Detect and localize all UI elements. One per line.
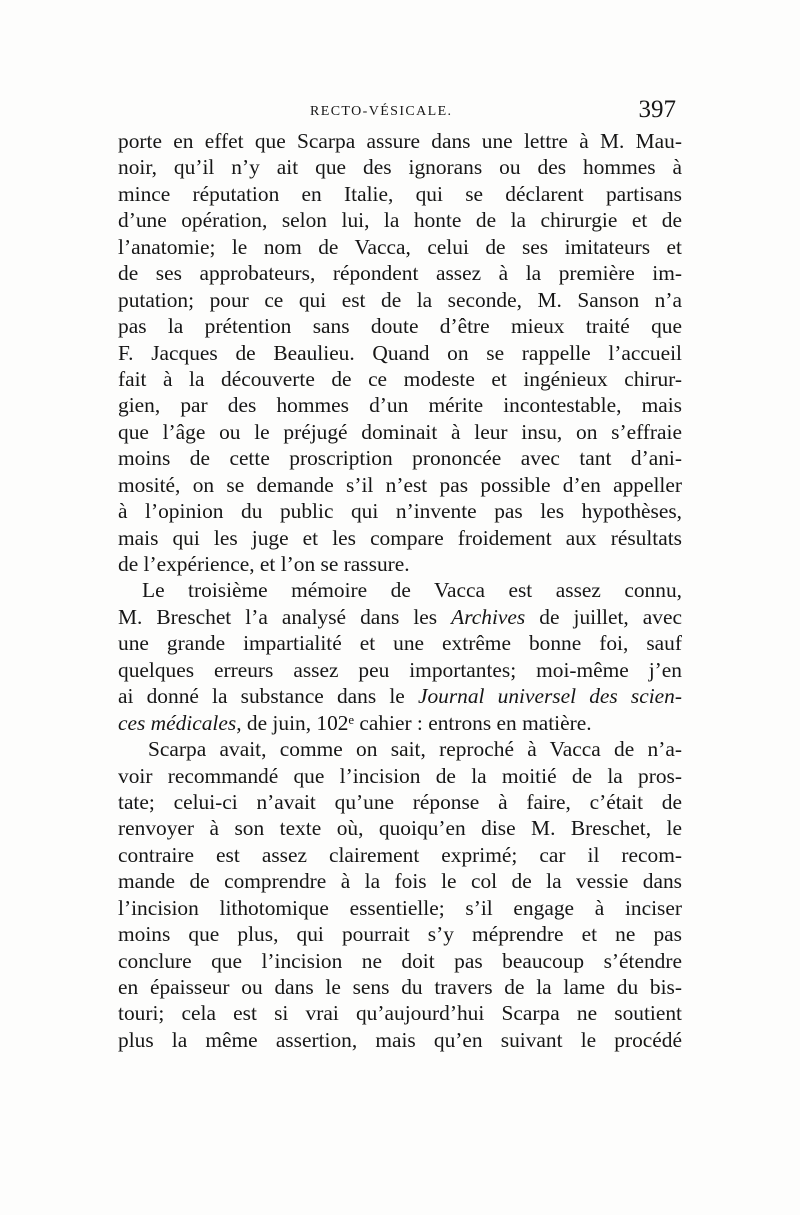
text-line: renvoyer à son texte où, quoiqu’en dise M. Breschet, le [118,816,682,841]
text-line: quelques erreurs assez peu importantes; moi-même j’en [118,657,682,682]
paragraph-start-line: Le troisième mémoire de Vacca est assez connu, [142,578,682,603]
text-line: mais qui les juge et les compare froidement aux résultats [118,525,682,550]
text-line: l’anatomie; le nom de Vacca, celui de ses imitateurs et [118,234,682,259]
italic-title-archives: Archives [451,604,526,629]
text-line: d’une opération, selon lui, la honte de la chirurgie et de [118,208,682,233]
text-line: porte en effet que Scarpa assure dans une lettre à M. Mau- [118,129,682,153]
text-line: que l’âge ou le préjugé dominait à leur insu, on s’effraie [118,419,682,444]
text-line: M. Breschet l’a analysé dans les Archives de juillet, avec [118,604,682,629]
italic-title-journal-cont: ces médicales [118,710,237,735]
text-line: de ses approbateurs, répondent assez à la première im- [118,261,682,286]
text-line: en épaisseur ou dans le sens du travers de la lame du bis- [118,975,682,999]
text-line: plus la même assertion, mais qu’en suivant le procédé [118,1027,682,1052]
text-line: gien, par des hommes d’un mérite incontestable, mais [118,393,682,418]
text-line: mosité, on se demande s’il n’est pas possible d’en appeller [118,472,682,497]
text-line: contraire est assez clairement exprimé; car il recom- [118,842,682,867]
text-line: mince réputation en Italie, qui se déclarent partisans [118,181,682,206]
text-line: ai donné la substance dans le Journal universel des scien- [118,684,682,709]
text-line: touri; cela est si vrai qu’aujourd’hui Scarpa ne soutient [118,1001,682,1026]
text-line: une grande impartialité et une extrême bonne foi, sauf [118,631,682,656]
text-line: moins que plus, qui pourrait s’y méprendre et ne pas [118,922,682,947]
text-line: l’incision lithotomique essentielle; s’il engage à inciser [118,895,682,920]
running-head: RECTO-VÉSICALE. [310,104,453,119]
page-header [120,96,680,130]
text-line: conclure que l’incision ne doit pas beaucoup s’étendre [118,948,682,973]
text-line: voir recommandé que l’incision de la moitié de la pros- [118,763,682,788]
text-line: fait à la découverte de ce modeste et ingénieux chirur- [118,366,682,391]
text-line: tate; celui-ci n’avait qu’une réponse à faire, c’était de [118,789,682,814]
italic-title-journal: Journal universel des scien- [417,684,682,709]
text-line: moins de cette proscription prononcée avec tant d’ani- [118,446,682,471]
text-line: ces médicales, de juin, 102ᵉ cahier : entrons en matière. [118,710,592,735]
text-line: mande de comprendre à la fois le col de la vessie dans [118,869,682,894]
text-line: putation; pour ce qui est de la seconde, M. Sanson n’a [118,287,682,312]
text-line: F. Jacques de Beaulieu. Quand on se rappelle l’accueil [118,340,682,365]
text-line: à l’opinion du public qui n’invente pas les hypothèses, [118,499,682,524]
paragraph-start-line: Scarpa avait, comme on sait, reproché à Vacca de n’a- [148,737,682,762]
text-line: pas la prétention sans doute d’être mieux traité que [118,314,682,339]
text-line: noir, qu’il n’y ait que des ignorans ou des hommes à [118,155,682,180]
body-text [118,128,682,1053]
page-number: 397 [638,96,676,123]
text-line: de l’expérience, et l’on se rassure. [118,552,410,576]
